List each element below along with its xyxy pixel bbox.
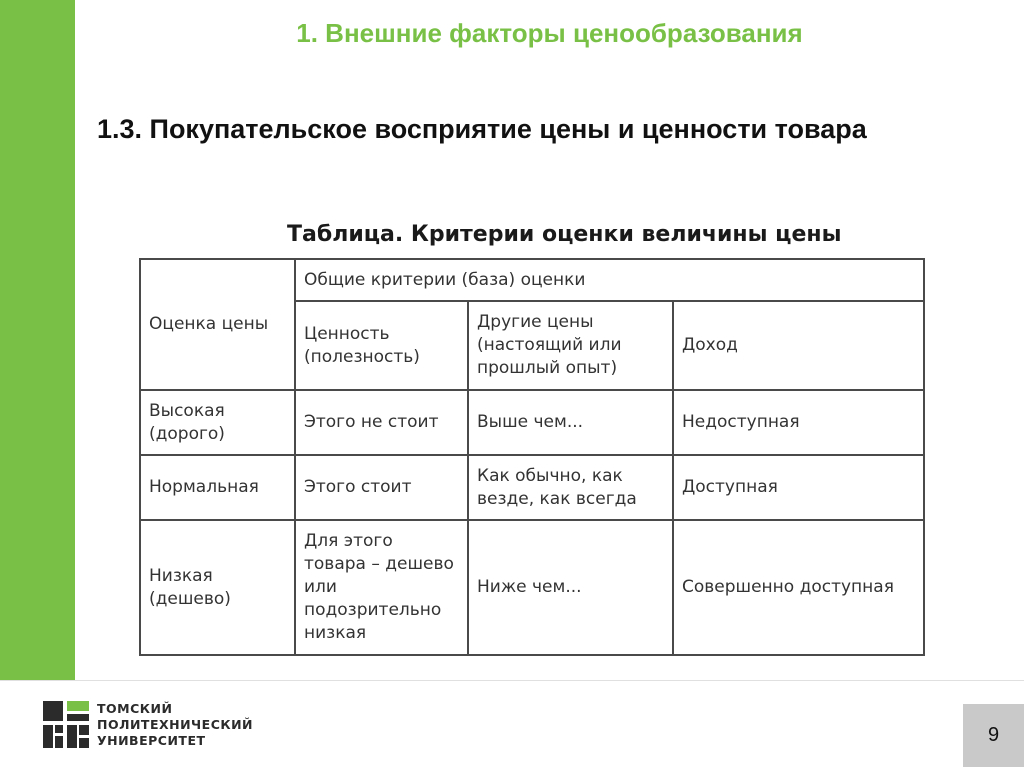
table-cell: Этого не стоит <box>295 390 468 455</box>
slide-subtitle: 1.3. Покупательское восприятие цены и ценности товара <box>97 114 867 144</box>
column-header-other-prices: Другие цены (настоящий или прошлый опыт) <box>468 301 673 390</box>
table-caption: Таблица. Критерии оценки величины цены <box>287 222 842 247</box>
table-cell: Недоступная <box>673 390 924 455</box>
column-header-value: Ценность (полезность) <box>295 301 468 390</box>
table-cell: Как обычно, как везде, как всегда <box>468 455 673 520</box>
table-row <box>140 455 924 520</box>
table-cell: Выше чем... <box>468 390 673 455</box>
row-label: Низкая (дешево) <box>140 520 295 655</box>
table-row <box>140 520 924 655</box>
footer-divider <box>0 680 1024 681</box>
slide-header: 1. Внешние факторы ценообразования <box>296 18 803 48</box>
table-row <box>140 390 924 455</box>
table-header-row <box>140 259 924 301</box>
university-name-line: ТОМСКИЙ <box>97 701 173 716</box>
table-cell: Для этого товара – дешево или подозрительно низкая <box>295 520 468 655</box>
page-number-label: 9 <box>987 724 1000 746</box>
page-number <box>963 704 1024 767</box>
tpu-logo-icon <box>43 701 89 748</box>
column-header-income: Доход <box>673 301 924 390</box>
university-name <box>97 701 253 749</box>
table-cell: Доступная <box>673 455 924 520</box>
table-cell: Этого стоит <box>295 455 468 520</box>
row-label: Нормальная <box>140 455 295 520</box>
group-header-cell: Общие критерии (база) оценки <box>295 259 924 301</box>
row-label: Высокая (дорого) <box>140 390 295 455</box>
university-name-line: ПОЛИТЕХНИЧЕСКИЙ <box>97 717 254 732</box>
accent-sidebar <box>0 0 75 680</box>
university-name-line: УНИВЕРСИТЕТ <box>97 733 206 748</box>
row-header-cell: Оценка цены <box>140 259 295 390</box>
table-cell: Совершенно доступная <box>673 520 924 655</box>
table-cell: Ниже чем... <box>468 520 673 655</box>
criteria-table <box>139 258 925 656</box>
